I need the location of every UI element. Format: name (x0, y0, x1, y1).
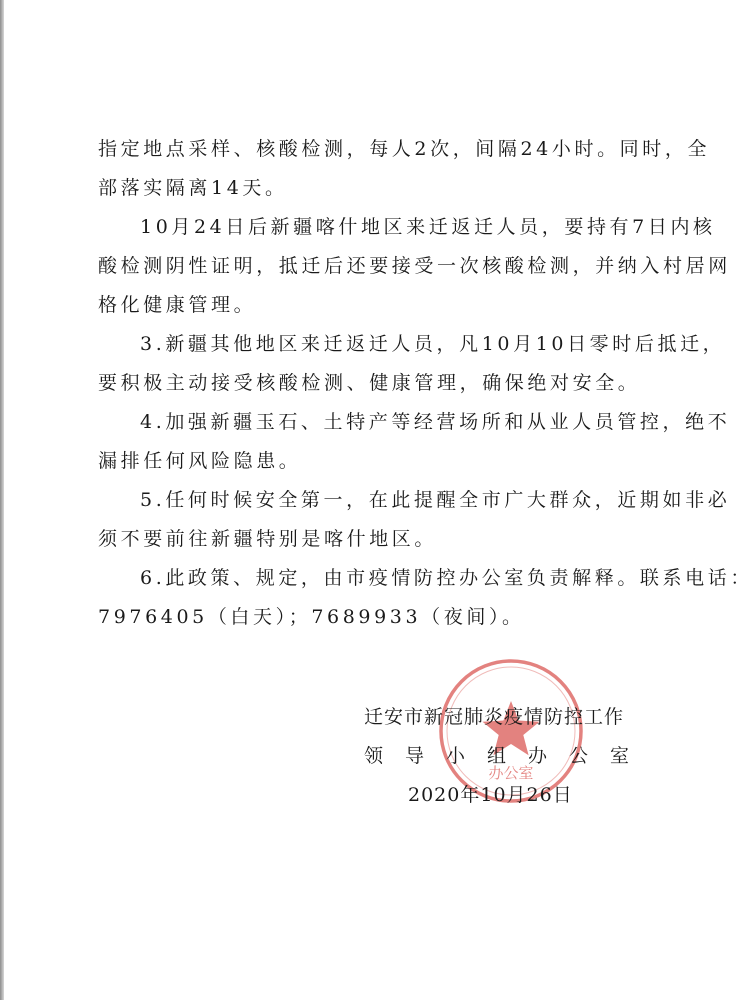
body-line: 5.任何时候安全第一，在此提醒全市广大群众，近期如非必 (140, 489, 731, 511)
body-line: 4.加强新疆玉石、土特产等经营场所和从业人员管控，绝不 (140, 411, 731, 433)
body-line: 格化健康管理。 (98, 294, 257, 316)
page-edge-shadow (0, 0, 4, 1000)
signature-organization: 迁安市新冠肺炎疫情防控工作 (364, 706, 625, 728)
notice-body (98, 130, 753, 637)
body-line: 要积极主动接受核酸检测、健康管理，确保绝对安全。 (98, 372, 641, 394)
body-line: 指定地点采样、核酸检测，每人2次，间隔24小时。同时，全 (98, 138, 711, 160)
body-line: 10月24日后新疆喀什地区来迁返迁人员，要持有7日内核 (140, 216, 716, 238)
body-line: 6.此政策、规定，由市疫情防控办公室负责解释。联系电话： (140, 567, 753, 589)
signature-office: 领导小组办公室 (364, 745, 652, 767)
body-line: 3.新疆其他地区来迁返迁人员，凡10月10日零时后抵迁， (140, 333, 726, 355)
body-line: 漏排任何风险隐患。 (98, 450, 302, 472)
body-line: 7976405（白天）；7689933（夜间）。 (98, 606, 525, 628)
body-line: 须不要前往新疆特别是喀什地区。 (98, 528, 438, 550)
signature-date: 2020年10月26日 (408, 784, 573, 806)
seal-text: 办公室 (488, 764, 534, 782)
body-line: 酸检测阴性证明，抵迁后还要接受一次核酸检测，并纳入村居网 (98, 255, 731, 277)
body-line: 部落实隔离14天。 (98, 177, 288, 199)
